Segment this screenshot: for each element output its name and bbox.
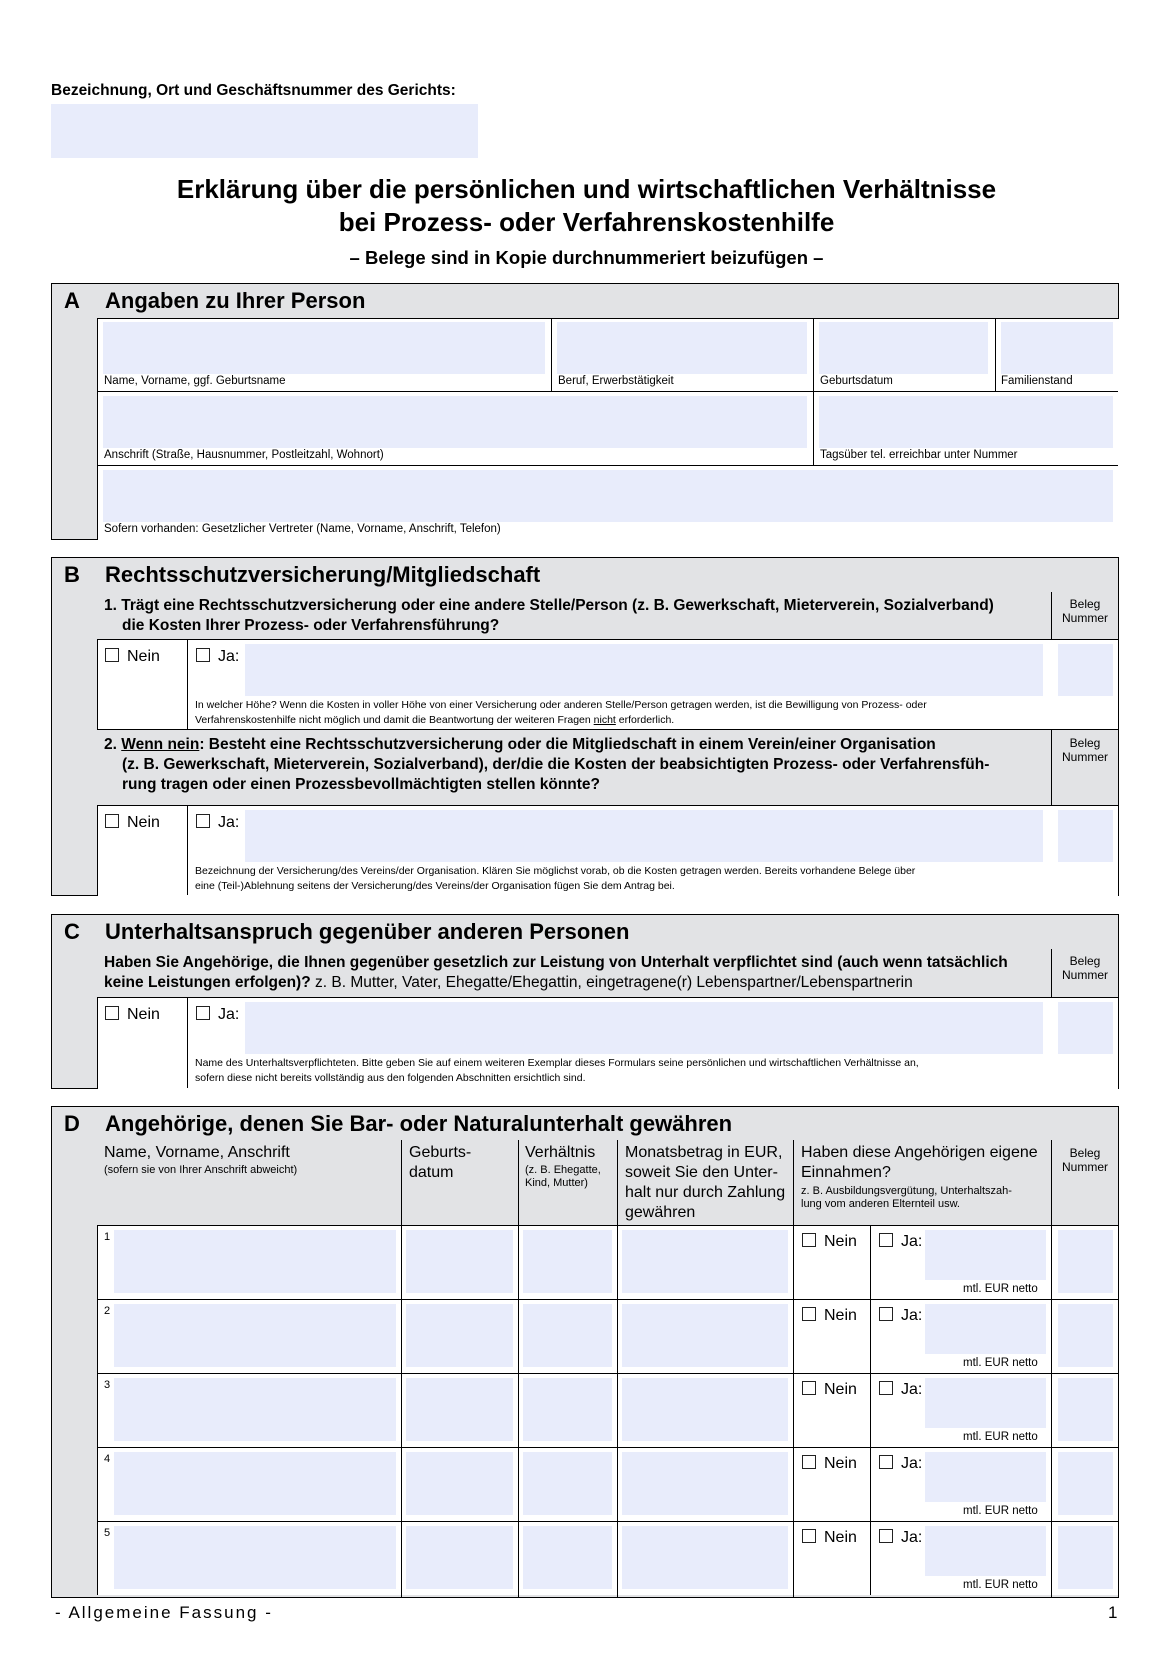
vertreter-field[interactable]: [103, 470, 1113, 522]
income-nein-checkbox[interactable]: [802, 1381, 816, 1395]
col-geburtsdatum-header: Geburts- datum: [409, 1144, 472, 1181]
geburtsdatum-field[interactable]: [819, 322, 988, 374]
relative-birthdate-field[interactable]: [406, 1304, 513, 1367]
divider: [187, 639, 188, 729]
relative-amount-field[interactable]: [622, 1378, 788, 1441]
divider: [97, 391, 1118, 392]
income-ja-checkbox[interactable]: [879, 1381, 893, 1395]
relative-beleg-field[interactable]: [1058, 1304, 1113, 1367]
anschrift-field[interactable]: [103, 396, 807, 448]
relative-beleg-field[interactable]: [1058, 1230, 1113, 1293]
divider: [1051, 1447, 1052, 1521]
divider: [401, 1225, 402, 1299]
divider: [617, 1521, 618, 1595]
divider: [97, 729, 1118, 730]
court-label: Bezeichnung, Ort und Geschäftsnummer des Gerichts:: [51, 82, 456, 99]
section-a-title: Angaben zu Ihrer Person: [105, 288, 366, 313]
divider: [870, 1521, 871, 1595]
divider: [518, 1225, 519, 1299]
page-subtitle: – Belege sind in Kopie durchnummeriert beizufügen –: [349, 247, 824, 268]
section-c-title: Unterhaltsanspruch gegenüber anderen Personen: [105, 919, 630, 944]
divider: [401, 1521, 402, 1595]
income-ja-label: Ja:: [901, 1381, 923, 1398]
income-amount-field[interactable]: [925, 1230, 1046, 1280]
name-label: Name, Vorname, ggf. Geburtsname: [104, 375, 286, 387]
income-nein-label: Nein: [824, 1381, 857, 1398]
section-a-letter: A: [64, 288, 80, 313]
divider: [401, 1299, 402, 1373]
col-einnahmen-header: Haben diese Angehörigen eigene Einnahmen?: [801, 1144, 1038, 1181]
relative-amount-field[interactable]: [622, 1304, 788, 1367]
divider: [870, 1447, 871, 1521]
row-number: 4: [104, 1453, 111, 1465]
divider: [518, 1373, 519, 1447]
income-ja-label: Ja:: [901, 1455, 923, 1472]
familienstand-field[interactable]: [1001, 322, 1113, 374]
beleg-header-b1: Beleg Nummer: [1061, 597, 1108, 625]
col-name-header: Name, Vorname, Anschrift: [104, 1144, 290, 1161]
income-amount-field[interactable]: [925, 1452, 1046, 1502]
income-nein-label: Nein: [824, 1455, 857, 1472]
beleg-header-d: Beleg Nummer: [1061, 1146, 1108, 1174]
divider: [1051, 1299, 1052, 1373]
b2-beleg-field[interactable]: [1058, 810, 1113, 862]
col-verhaeltnis-header: Verhältnis: [525, 1144, 596, 1161]
income-unit-label: mtl. EUR netto: [963, 1431, 1038, 1443]
income-nein-checkbox[interactable]: [802, 1307, 816, 1321]
beruf-field[interactable]: [557, 322, 807, 374]
income-nein-checkbox[interactable]: [802, 1455, 816, 1469]
row-number: 5: [104, 1527, 111, 1539]
relative-birthdate-field[interactable]: [406, 1230, 513, 1293]
income-nein-checkbox[interactable]: [802, 1529, 816, 1543]
name-field[interactable]: [103, 322, 545, 374]
divider: [870, 1373, 871, 1447]
question-b2: 2. Wenn nein: Besteht eine Rechtsschutzversicherung oder die Mitgliedschaft in einem Verein/einer Organisation (z. B. Gewerkschaft, Mieterverein, Sozialverband), der/die die Kosten der beabsichtigten Prozess- oder Verfahrensfüh- rung tragen oder einen Prozessbevollmächtigten stellen könnte?: [104, 736, 990, 793]
divider: [401, 1373, 402, 1447]
income-ja-label: Ja:: [901, 1529, 923, 1546]
section-b-title: Rechtsschutzversicherung/Mitgliedschaft: [105, 562, 541, 587]
relative-birthdate-field[interactable]: [406, 1378, 513, 1441]
relative-beleg-field[interactable]: [1058, 1378, 1113, 1441]
b2-ja-label: Ja:: [218, 814, 240, 831]
section-b-letter: B: [64, 562, 80, 587]
income-nein-label: Nein: [824, 1529, 857, 1546]
relative-beleg-field[interactable]: [1058, 1526, 1113, 1589]
divider: [617, 1373, 618, 1447]
b2-ja-checkbox[interactable]: [196, 814, 210, 828]
col-einnahmen-sub: z. B. Ausbildungsvergütung, Unterhaltszah- lung vom anderen Elternteil usw.: [801, 1185, 1012, 1210]
income-unit-label: mtl. EUR netto: [963, 1505, 1038, 1517]
relative-relationship-field[interactable]: [523, 1526, 612, 1589]
b2-nein-label: Nein: [127, 814, 160, 831]
beruf-label: Beruf, Erwerbstätigkeit: [558, 375, 674, 387]
divider: [97, 465, 1118, 466]
b1-ja-checkbox[interactable]: [196, 648, 210, 662]
b2-ja-field[interactable]: [245, 810, 1043, 862]
col-name-sub: (sofern sie von Ihrer Anschrift abweicht): [104, 1164, 298, 1176]
divider: [617, 1299, 618, 1373]
c-beleg-field[interactable]: [1058, 1002, 1113, 1054]
divider: [617, 1225, 618, 1299]
section-d-letter: D: [64, 1111, 80, 1136]
title-line-1: Erklärung über die persönlichen und wirtschaftlichen Verhältnisse: [176, 174, 997, 204]
relative-amount-field[interactable]: [622, 1230, 788, 1293]
income-amount-field[interactable]: [925, 1378, 1046, 1428]
b1-help-text: In welcher Höhe? Wenn die Kosten in voller Höhe von einer Versicherung oder anderen Stelle/Person getragen werden, ist die Bewilligung von Prozess- oder Verfahrenskostenhilfe nicht möglich und damit die Beantwortung der weiteren Fragen nicht erforderlich.: [195, 699, 927, 726]
court-field[interactable]: [51, 104, 478, 158]
relative-beleg-field[interactable]: [1058, 1452, 1113, 1515]
beleg-header-c: Beleg Nummer: [1061, 954, 1108, 982]
relative-amount-field[interactable]: [622, 1452, 788, 1515]
beleg-header-b2: Beleg Nummer: [1061, 736, 1108, 764]
relative-birthdate-field[interactable]: [406, 1452, 513, 1515]
b1-beleg-field[interactable]: [1058, 644, 1113, 696]
page-number: 1: [1108, 1603, 1118, 1622]
divider: [518, 1299, 519, 1373]
divider: [1051, 1225, 1052, 1299]
row-number: 2: [104, 1305, 111, 1317]
c-nein-label: Nein: [127, 1006, 160, 1023]
divider: [870, 1299, 871, 1373]
income-ja-checkbox[interactable]: [879, 1233, 893, 1247]
income-ja-checkbox[interactable]: [879, 1455, 893, 1469]
row-number: 1: [104, 1231, 111, 1243]
income-amount-field[interactable]: [925, 1526, 1046, 1576]
income-amount-field[interactable]: [925, 1304, 1046, 1354]
relative-name-field[interactable]: [114, 1230, 396, 1293]
c-ja-field[interactable]: [245, 1002, 1043, 1054]
divider: [518, 1521, 519, 1595]
col-monatsbetrag-header: Monatsbetrag in EUR, soweit Sie den Unter- halt nur durch Zahlung gewähren: [625, 1144, 786, 1221]
income-unit-label: mtl. EUR netto: [963, 1357, 1038, 1369]
footer-version: - Allgemeine Fassung -: [55, 1603, 273, 1622]
divider: [551, 318, 552, 391]
divider: [401, 1447, 402, 1521]
relative-birthdate-field[interactable]: [406, 1526, 513, 1589]
relative-relationship-field[interactable]: [523, 1452, 612, 1515]
c-ja-label: Ja:: [218, 1006, 240, 1023]
section-c-letter: C: [64, 919, 80, 944]
title-line-2: bei Prozess- oder Verfahrenskostenhilfe: [338, 207, 835, 237]
b1-nein-label: Nein: [127, 648, 160, 665]
divider: [793, 1447, 794, 1521]
geburtsdatum-label: Geburtsdatum: [820, 375, 893, 387]
income-ja-label: Ja:: [901, 1307, 923, 1324]
question-c: Haben Sie Angehörige, die Ihnen gegenüber gesetzlich zur Leistung von Unterhalt verpflichtet sind (auch wenn tatsächlich keine Leistungen erfolgen)? z. B. Mutter, Vater, Ehegatte/Ehegattin, eingetragene(r) Lebenspartner/Lebenspartnerin: [104, 954, 1008, 991]
relative-relationship-field[interactable]: [523, 1304, 612, 1367]
c-nein-checkbox[interactable]: [105, 1006, 119, 1020]
income-nein-checkbox[interactable]: [802, 1233, 816, 1247]
familienstand-label: Familienstand: [1001, 375, 1073, 387]
c-help-text: Name des Unterhaltsverpflichteten. Bitte geben Sie auf einem weiteren Exemplar dieses Formulars seine persönlichen und wirtschaftlichen Verhältnisse an, sofern diese nicht bereits vollständig aus den folgenden Abschnitten ersichtlich sind.: [195, 1057, 919, 1084]
page-title: [0, 173, 1173, 239]
divider: [518, 1447, 519, 1521]
divider: [1051, 1373, 1052, 1447]
income-nein-label: Nein: [824, 1307, 857, 1324]
vertreter-label: Sofern vorhanden: Gesetzlicher Vertreter (Name, Vorname, Anschrift, Telefon): [104, 523, 501, 535]
section-d-title: Angehörige, denen Sie Bar- oder Naturalunterhalt gewähren: [105, 1111, 733, 1136]
anschrift-label: Anschrift (Straße, Hausnummer, Postleitzahl, Wohnort): [104, 449, 384, 461]
divider: [813, 318, 814, 465]
b2-help-text: Bezeichnung der Versicherung/des Vereins/der Organisation. Klären Sie möglichst vorab, ob die Kosten getragen werden. Bereits vorhandene Belege über eine (Teil-)Ablehnung seitens der Versicherung/des Vereins/der Organisation fügen Sie dem Antrag bei.: [195, 865, 916, 892]
divider: [793, 1373, 794, 1447]
divider: [995, 318, 996, 391]
b1-nein-checkbox[interactable]: [105, 648, 119, 662]
income-ja-checkbox[interactable]: [879, 1307, 893, 1321]
income-ja-checkbox[interactable]: [879, 1529, 893, 1543]
telefon-label: Tagsüber tel. erreichbar unter Nummer: [820, 449, 1018, 461]
b1-ja-label: Ja:: [218, 648, 240, 665]
question-b1: 1. Trägt eine Rechtsschutzversicherung oder eine andere Stelle/Person (z. B. Gewerkschaft, Mieterverein, Sozialverband) die Kosten Ihrer Prozess- oder Verfahrensführung?: [104, 597, 994, 634]
relative-relationship-field[interactable]: [523, 1378, 612, 1441]
income-unit-label: mtl. EUR netto: [963, 1579, 1038, 1591]
divider: [187, 997, 188, 1088]
relative-name-field[interactable]: [114, 1526, 396, 1589]
b2-nein-checkbox[interactable]: [105, 814, 119, 828]
divider: [617, 1447, 618, 1521]
relative-relationship-field[interactable]: [523, 1230, 612, 1293]
b1-ja-field[interactable]: [245, 644, 1043, 696]
relative-name-field[interactable]: [114, 1378, 396, 1441]
relative-amount-field[interactable]: [622, 1526, 788, 1589]
relative-name-field[interactable]: [114, 1452, 396, 1515]
relative-name-field[interactable]: [114, 1304, 396, 1367]
income-ja-label: Ja:: [901, 1233, 923, 1250]
divider: [187, 805, 188, 895]
row-number: 3: [104, 1379, 111, 1391]
income-nein-label: Nein: [824, 1233, 857, 1250]
col-verhaeltnis-sub: (z. B. Ehegatte, Kind, Mutter): [525, 1164, 601, 1189]
divider: [793, 1225, 794, 1299]
c-ja-checkbox[interactable]: [196, 1006, 210, 1020]
income-unit-label: mtl. EUR netto: [963, 1283, 1038, 1295]
telefon-field[interactable]: [819, 396, 1113, 448]
divider: [793, 1521, 794, 1595]
divider: [870, 1225, 871, 1299]
divider: [793, 1299, 794, 1373]
divider: [1051, 1521, 1052, 1595]
